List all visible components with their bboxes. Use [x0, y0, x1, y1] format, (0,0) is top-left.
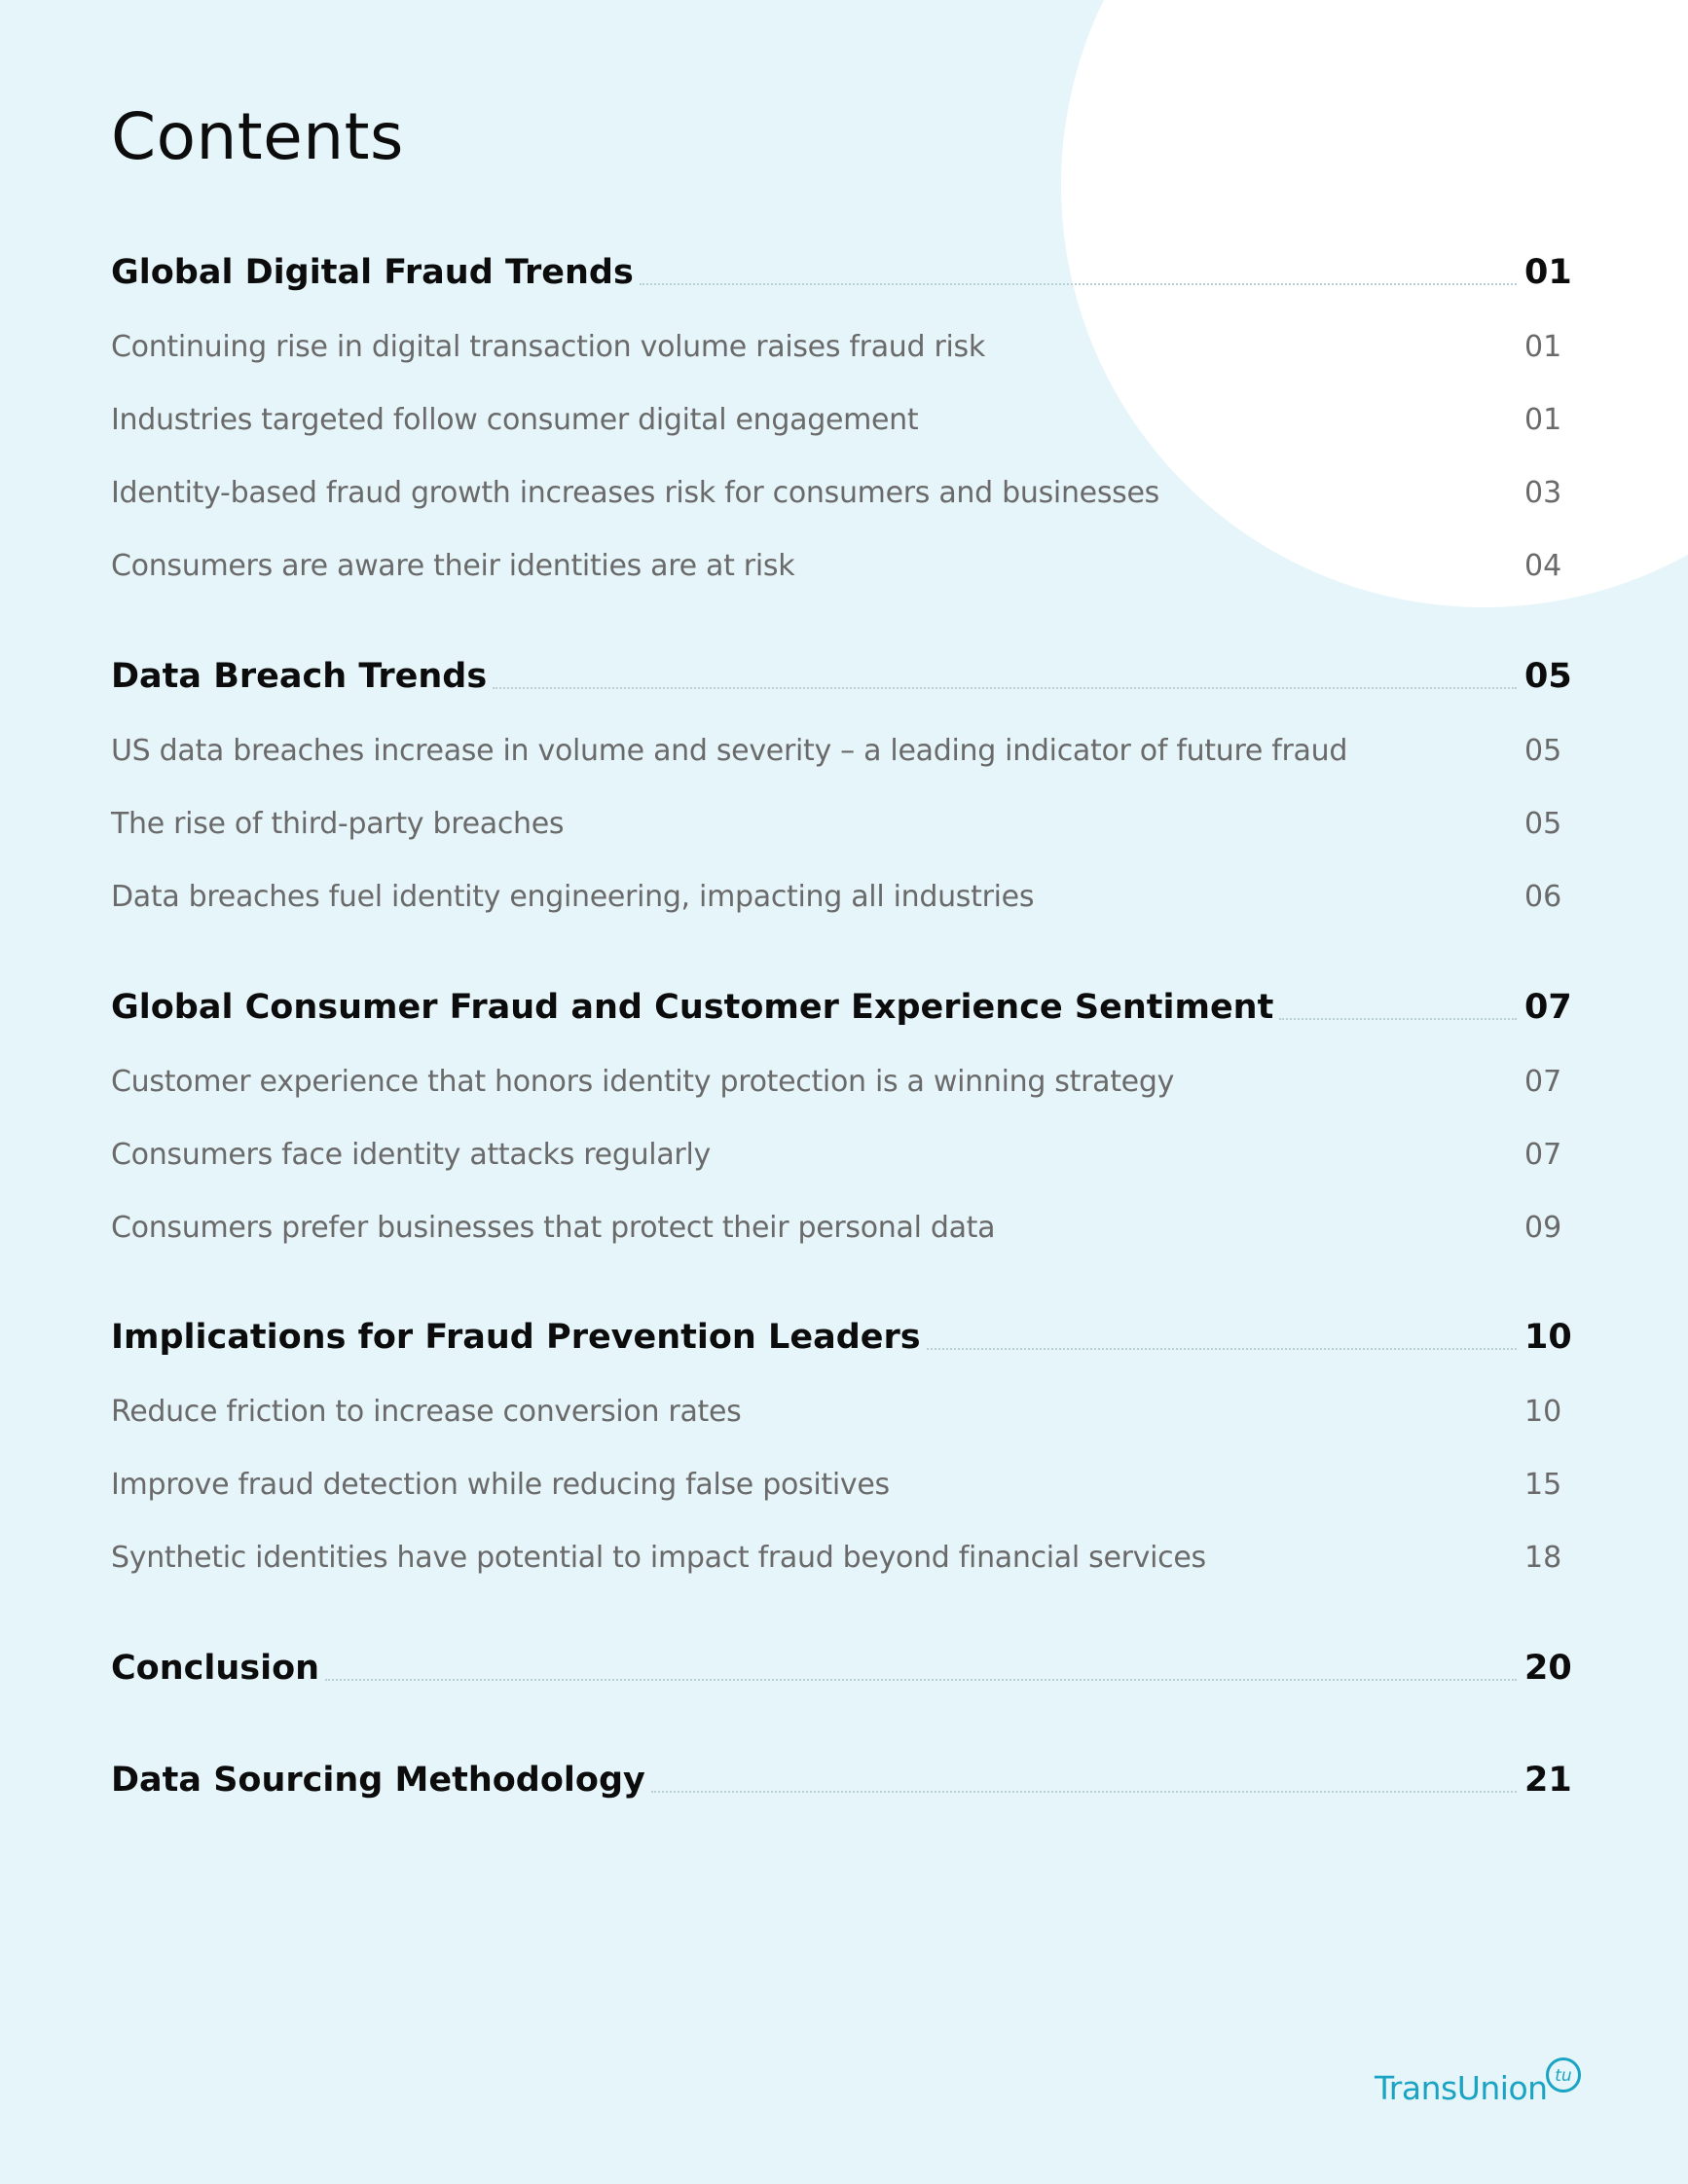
toc-item-page-number: 04	[1524, 549, 1562, 583]
toc-section-heading[interactable]	[111, 652, 1575, 701]
toc-section-heading[interactable]	[111, 248, 1575, 297]
toc-section-heading[interactable]	[111, 1644, 1575, 1693]
section-heading-label: Data Breach Trends	[111, 657, 488, 696]
toc-item-page-number: 03	[1524, 476, 1562, 510]
toc-section-heading[interactable]	[111, 1313, 1575, 1362]
toc-item-label: Identity-based fraud growth increases risk for consumers and businesses	[111, 476, 1159, 510]
section-page-number: 05	[1524, 657, 1572, 696]
toc-item-label: Improve fraud detection while reducing false positives	[111, 1468, 890, 1502]
dotted-leader	[1279, 1018, 1517, 1020]
toc-item-label: Industries targeted follow consumer digital engagement	[111, 403, 919, 437]
toc-item[interactable]	[111, 396, 1575, 445]
toc-section-heading[interactable]	[111, 1756, 1575, 1804]
toc-item-label: Synthetic identities have potential to impact fraud beyond financial services	[111, 1541, 1206, 1575]
section-page-number: 20	[1524, 1649, 1572, 1688]
toc-item-page-number: 10	[1524, 1395, 1562, 1429]
section-heading-label: Implications for Fraud Prevention Leaders	[111, 1318, 921, 1357]
toc-item[interactable]	[111, 323, 1575, 372]
toc-item-label: US data breaches increase in volume and severity – a leading indicator of future fraud	[111, 734, 1348, 768]
toc-item-page-number: 01	[1524, 403, 1562, 437]
section-heading-label: Conclusion	[111, 1649, 320, 1688]
toc-item-page-number: 05	[1524, 734, 1562, 768]
toc-item[interactable]	[111, 469, 1575, 518]
transunion-logo	[1375, 2056, 1583, 2114]
toc-item-page-number: 06	[1524, 880, 1562, 914]
section-heading-label: Global Digital Fraud Trends	[111, 253, 634, 292]
toc-item-label: The rise of third-party breaches	[111, 807, 565, 841]
toc-item[interactable]	[111, 727, 1575, 776]
toc-item-page-number: 09	[1524, 1211, 1562, 1245]
toc-item-label: Continuing rise in digital transaction volume raises fraud risk	[111, 330, 985, 364]
toc-item-page-number: 01	[1524, 330, 1562, 364]
dotted-leader	[651, 1791, 1517, 1793]
section-heading-label: Data Sourcing Methodology	[111, 1761, 645, 1800]
toc-item[interactable]	[111, 800, 1575, 849]
toc-item[interactable]	[111, 542, 1575, 591]
toc-item-page-number: 15	[1524, 1468, 1562, 1502]
section-page-number: 10	[1524, 1318, 1572, 1357]
toc-item-page-number: 05	[1524, 807, 1562, 841]
toc-item-label: Customer experience that honors identity protection is a winning strategy	[111, 1065, 1175, 1099]
section-page-number: 21	[1524, 1761, 1572, 1800]
toc-item-label: Consumers are aware their identities are at risk	[111, 549, 795, 583]
toc-item[interactable]	[111, 1204, 1575, 1253]
toc-item-page-number: 07	[1524, 1065, 1562, 1099]
toc-item[interactable]	[111, 1058, 1575, 1107]
section-heading-label: Global Consumer Fraud and Customer Experience Sentiment	[111, 988, 1274, 1027]
logo-wordmark: TransUnion	[1375, 2069, 1548, 2107]
toc-item-label: Reduce friction to increase conversion rates	[111, 1395, 742, 1429]
toc-item[interactable]	[111, 1388, 1575, 1437]
section-page-number: 01	[1524, 253, 1572, 292]
dotted-leader	[325, 1679, 1517, 1681]
toc-item[interactable]	[111, 1461, 1575, 1510]
dotted-leader	[640, 283, 1517, 285]
logo-tu-icon	[1544, 2056, 1583, 2094]
toc-item[interactable]	[111, 873, 1575, 922]
toc-item[interactable]	[111, 1131, 1575, 1180]
section-page-number: 07	[1524, 988, 1572, 1027]
logo-mark-text: tu	[1555, 2066, 1572, 2086]
toc-item[interactable]	[111, 1534, 1575, 1583]
dotted-leader	[927, 1348, 1517, 1350]
toc-item-label: Data breaches fuel identity engineering, impacting all industries	[111, 880, 1035, 914]
dotted-leader	[493, 687, 1517, 689]
toc-item-label: Consumers face identity attacks regularly	[111, 1138, 711, 1172]
toc-item-label: Consumers prefer businesses that protect their personal data	[111, 1211, 996, 1245]
page-title: Contents	[111, 99, 404, 174]
toc-item-page-number: 07	[1524, 1138, 1562, 1172]
toc-item-page-number: 18	[1524, 1541, 1562, 1575]
toc-section-heading[interactable]	[111, 983, 1575, 1032]
